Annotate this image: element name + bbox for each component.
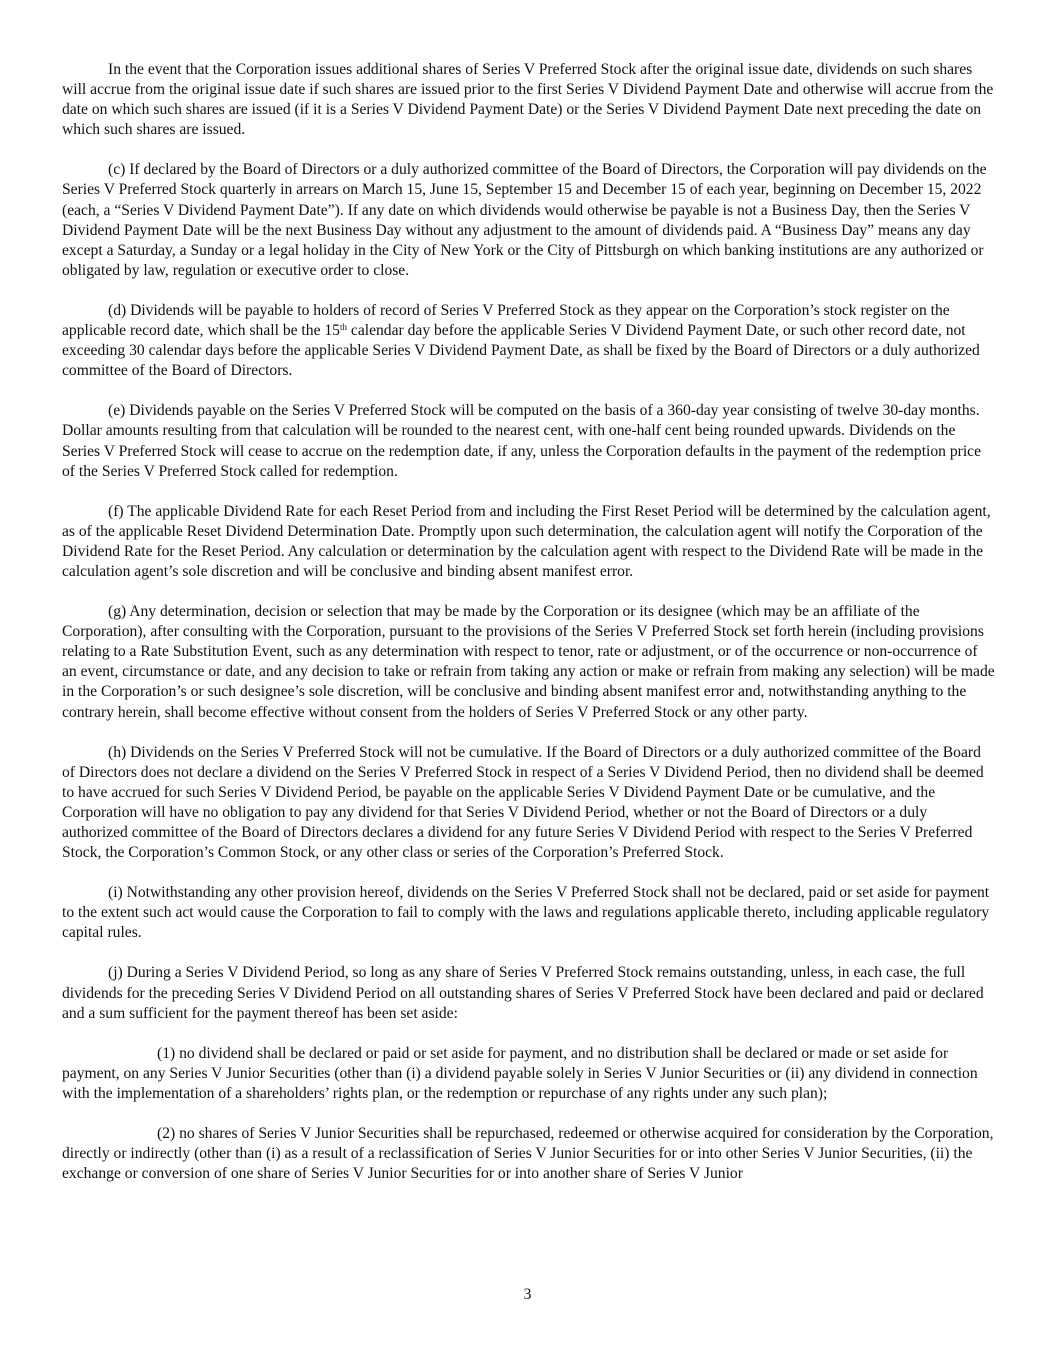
paragraph-d-record-date <box>62 301 995 381</box>
ordinal-superscript: th <box>339 322 347 333</box>
paragraph-c-dividend-payment-dates: (c) If declared by the Board of Directors or a duly authorized committee of the Board of Directors, the Corporation will pay dividends on the Series V Preferred Stock quarterly in arrears on March 15, June 15, September 15 and December 15 of each year, beginning on December 15, 2022 (each, a “Series V Dividend Payment Date”). If any date on which dividends would otherwise be payable is not a Business Day, then the Series V Dividend Payment Date will be the next Business Day without any adjustment to the amount of dividends paid. A “Business Day” means any day except a Saturday, a Sunday or a legal holiday in the City of New York or the City of Pittsburgh on which banking institutions are any authorized or obligated by law, regulation or executive order to close. <box>62 161 987 279</box>
paragraph-i-regulatory: (i) Notwithstanding any other provision hereof, dividends on the Series V Preferred Stock shall not be declared, paid or set aside for payment to the extent such act would cause the Corporation to fail to comply with the laws and regulations applicable thereto, including applicable regulatory capital rules. <box>62 884 990 942</box>
paragraph-f-dividend-rate: (f) The applicable Dividend Rate for each Reset Period from and including the First Reset Period will be determined by the calculation agent, as of the applicable Reset Dividend Determination Date. Promptly upon such determination, the calculation agent will notify the Corporation of the Dividend Rate for the Reset Period. Any calculation or determination by the calculation agent with respect to the Dividend Rate will be made in the calculation agent’s sole discretion and will be conclusive and binding absent manifest error. <box>62 502 991 580</box>
paragraph-g-determinations: (g) Any determination, decision or selection that may be made by the Corporation or its designee (which may be an affiliate of the Corporation), after consulting with the Corporation, pursuant to the provisions of the Series V Preferred Stock set forth herein (including provisions relating to a Rate Substitution Event, such as any determination with respect to tenor, rate or adjustment, or of the occurrence or non-occurrence of an event, circumstance or date, and any decision to take or refrain from taking any action or make or refrain from making any selection) will be made in the Corporation’s or such designee’s sole discretion, will be conclusive and binding absent manifest error and, notwithstanding anything to the contrary herein, shall become effective without consent from the holders of Series V Preferred Stock or any other party. <box>62 603 995 721</box>
paragraph-j2-no-repurchase: (2) no shares of Series V Junior Securities shall be repurchased, redeemed or otherwise acquired for consideration by the Corporation, directly or indirectly (other than (i) as a result of a reclassification of Series V Junior Securities for or into other Series V Junior Securities, (ii) the exchange or conversion of one share of Series V Junior Securities for or into another share of Series V Junior <box>62 1125 994 1183</box>
paragraph-h-non-cumulative: (h) Dividends on the Series V Preferred Stock will not be cumulative. If the Board of Directors or a duly authorized committee of the Board of Directors does not declare a dividend on the Series V Preferred Stock in respect of a Series V Dividend Period, then no dividend shall be deemed to have accrued for such Series V Dividend Period, be payable on the applicable Series V Dividend Payment Date or be cumulative, and the Corporation will have no obligation to pay any dividend for that Series V Dividend Period, whether or not the Board of Directors or a duly authorized committee of the Board of Directors declares a dividend for any future Series V Dividend Period with respect to the Series V Preferred Stock, the Corporation’s Common Stock, or any other class or series of the Corporation’s Preferred Stock. <box>62 743 984 862</box>
paragraph-j1-no-dividend: (1) no dividend shall be declared or paid or set aside for payment, and no distribution shall be declared or made or set aside for payment, on any Series V Junior Securities (other than (i) a dividend payable solely in Series V Junior Securities or (ii) any dividend in connection with the implementation of a shareholders’ rights plan, or the redemption or repurchase of any rights under any such plan); <box>62 1044 978 1102</box>
paragraph-j-restrictions: (j) During a Series V Dividend Period, so long as any share of Series V Preferred Stock remains outstanding, unless, in each case, the full dividends for the preceding Series V Dividend Period on all outstanding shares of Series V Preferred Stock have been declared and paid or declared and a sum sufficient for the payment thereof has been set aside: <box>62 964 984 1022</box>
paragraph-e-computation-basis: (e) Dividends payable on the Series V Preferred Stock will be computed on the basis of a 360-day year consisting of twelve 30-day months. Dollar amounts resulting from that calculation will be rounded to the nearest cent, with one-half cent being rounded upwards. Dividends on the Series V Preferred Stock will cease to accrue on the redemption date, if any, unless the Corporation defaults in the payment of the redemption price of the Series V Preferred Stock called for redemption. <box>62 402 982 480</box>
document-page <box>62 60 995 1184</box>
paragraph-issue-date: In the event that the Corporation issues additional shares of Series V Preferred Stock after the original issue date, dividends on such shares will accrue from the original issue date if such shares are issued prior to the first Series V Dividend Payment Date and otherwise will accrue from the date on which such shares are issued (if it is a Series V Dividend Payment Date) or the Series V Dividend Payment Date next preceding the date on which such shares are issued. <box>62 61 994 139</box>
paragraph-d-text-after: calendar day before the applicable Series V Dividend Payment Date, or such other record date, not exceeding 30 calendar days before the applicable Series V Dividend Payment Date, as shall be fixed by the Board of Directors or a duly authorized committee of the Board of Directors. <box>62 322 980 380</box>
paragraph-d-text-before: (d) Dividends will be payable to holders of record of Series V Preferred Stock as they appear on the Corporation’s stock register on the applicable record date, which shall be the 15 <box>62 301 950 340</box>
page-number: 3 <box>523 1286 532 1303</box>
